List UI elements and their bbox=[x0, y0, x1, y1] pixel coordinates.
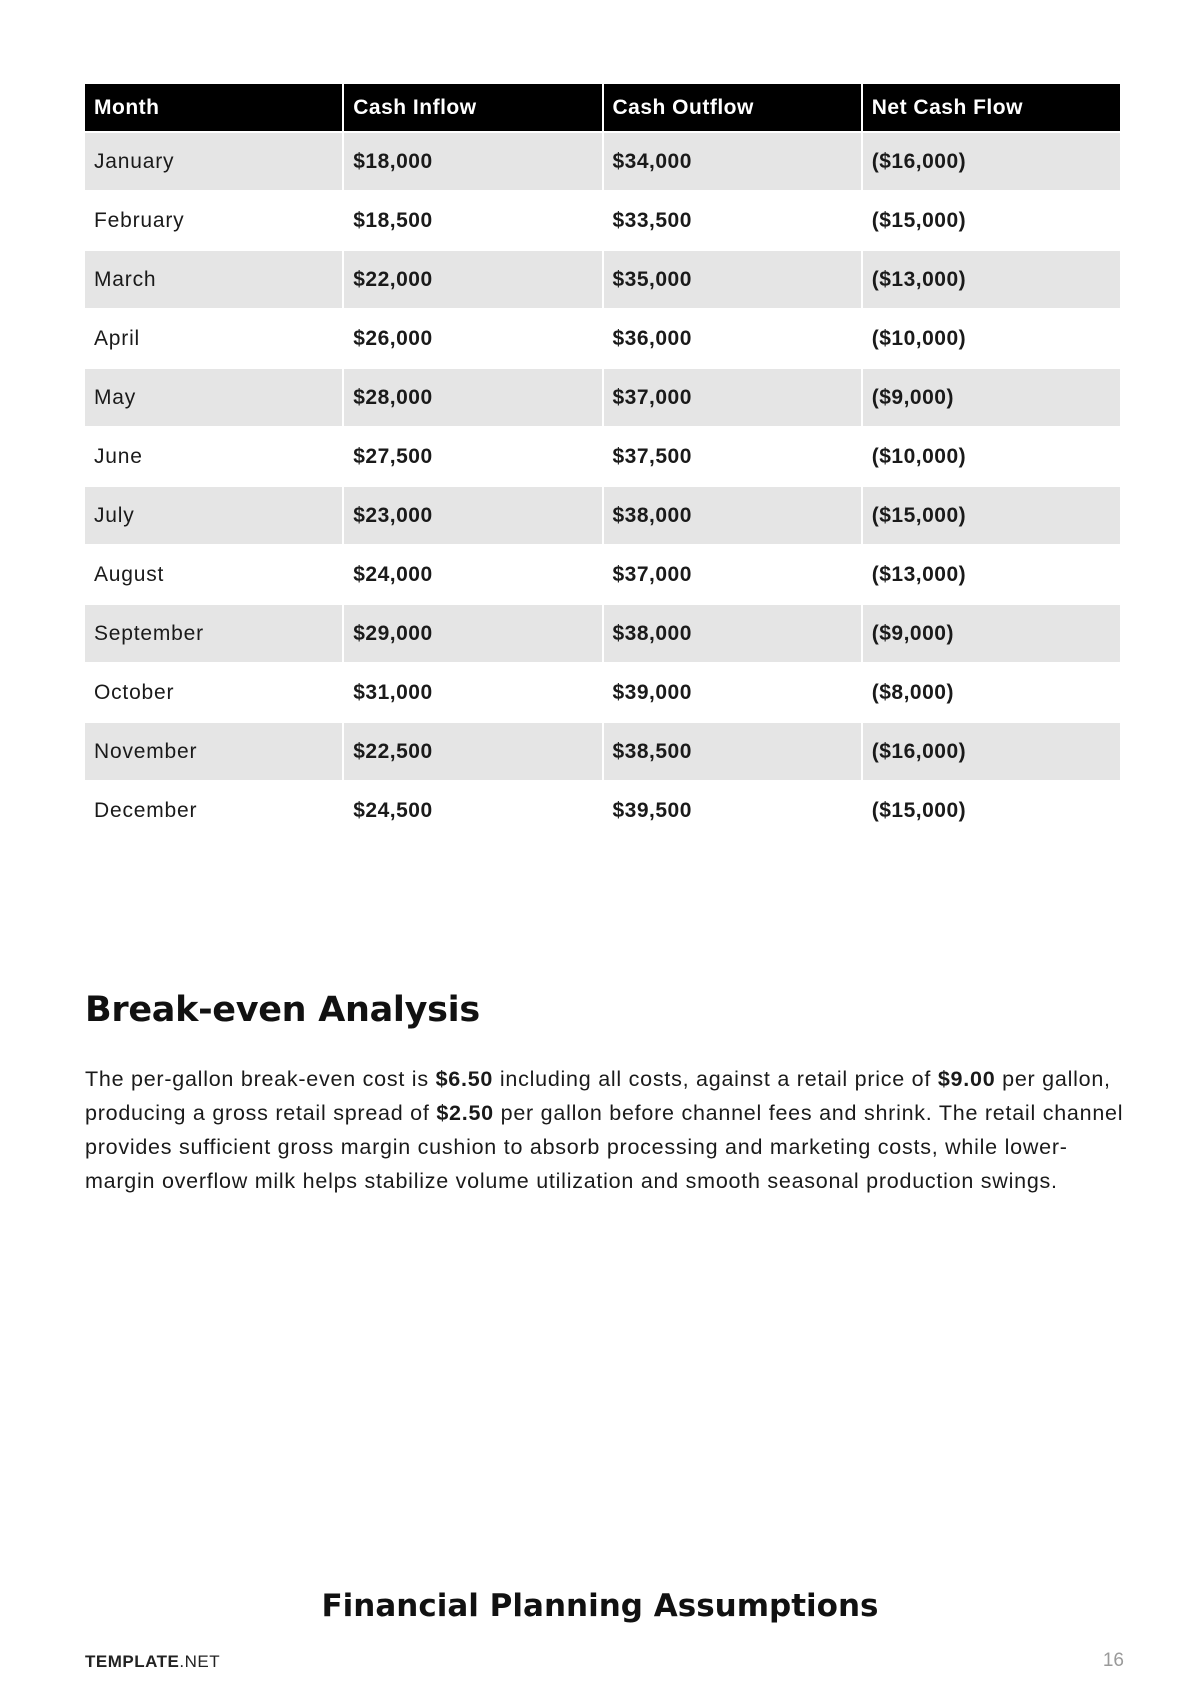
cell-month: September bbox=[85, 605, 342, 664]
cell-cash-inflow: $18,500 bbox=[344, 192, 601, 251]
next-section-title: Financial Planning Assumptions bbox=[321, 1588, 879, 1624]
brand-logo bbox=[85, 1652, 220, 1672]
cell-cash-inflow: $22,500 bbox=[344, 723, 601, 782]
cell-cash-inflow: $18,000 bbox=[344, 133, 601, 192]
table-row bbox=[85, 664, 1120, 723]
cell-month: April bbox=[85, 310, 342, 369]
retail-spread: $2.50 bbox=[436, 1101, 494, 1125]
cell-cash-inflow: $23,000 bbox=[344, 487, 601, 546]
cell-cash-inflow: $24,500 bbox=[344, 782, 601, 841]
cell-net-cash-flow: ($13,000) bbox=[863, 546, 1120, 605]
break-even-cost: $6.50 bbox=[435, 1067, 494, 1091]
header-cash-inflow: Cash Inflow bbox=[344, 84, 601, 133]
cell-cash-outflow: $38,000 bbox=[604, 487, 861, 546]
section-title: Break-even Analysis bbox=[85, 990, 480, 1030]
cell-cash-inflow: $31,000 bbox=[344, 664, 601, 723]
header-cash-outflow: Cash Outflow bbox=[604, 84, 861, 133]
cell-cash-outflow: $39,000 bbox=[604, 664, 861, 723]
page-number: 16 bbox=[1102, 1650, 1124, 1671]
cell-cash-outflow: $38,500 bbox=[604, 723, 861, 782]
cell-cash-outflow: $39,500 bbox=[604, 782, 861, 841]
cell-month: February bbox=[85, 192, 342, 251]
cash-flow-table bbox=[83, 84, 1122, 841]
table-row bbox=[85, 192, 1120, 251]
cell-cash-inflow: $27,500 bbox=[344, 428, 601, 487]
break-even-paragraph bbox=[85, 1062, 1125, 1198]
cell-net-cash-flow: ($10,000) bbox=[863, 428, 1120, 487]
cell-month: May bbox=[85, 369, 342, 428]
cell-cash-outflow: $37,500 bbox=[604, 428, 861, 487]
cell-net-cash-flow: ($10,000) bbox=[863, 310, 1120, 369]
header-net-cash-flow: Net Cash Flow bbox=[863, 84, 1120, 133]
table-row bbox=[85, 605, 1120, 664]
table-row bbox=[85, 251, 1120, 310]
cell-cash-inflow: $26,000 bbox=[344, 310, 601, 369]
retail-price: $9.00 bbox=[937, 1067, 996, 1091]
cell-cash-inflow: $22,000 bbox=[344, 251, 601, 310]
header-month: Month bbox=[85, 84, 342, 133]
cell-net-cash-flow: ($15,000) bbox=[863, 192, 1120, 251]
table-row bbox=[85, 428, 1120, 487]
table-row bbox=[85, 782, 1120, 841]
cell-month: December bbox=[85, 782, 342, 841]
cell-month: June bbox=[85, 428, 342, 487]
brand-suffix: .NET bbox=[179, 1652, 221, 1671]
cell-net-cash-flow: ($16,000) bbox=[863, 133, 1120, 192]
cell-cash-outflow: $33,500 bbox=[604, 192, 861, 251]
cell-cash-outflow: $34,000 bbox=[604, 133, 861, 192]
cell-cash-outflow: $37,000 bbox=[604, 546, 861, 605]
cell-cash-inflow: $29,000 bbox=[344, 605, 601, 664]
table-row bbox=[85, 133, 1120, 192]
cell-net-cash-flow: ($16,000) bbox=[863, 723, 1120, 782]
cell-net-cash-flow: ($8,000) bbox=[863, 664, 1120, 723]
table-row bbox=[85, 310, 1120, 369]
cell-month: March bbox=[85, 251, 342, 310]
cell-net-cash-flow: ($9,000) bbox=[863, 369, 1120, 428]
cell-cash-outflow: $38,000 bbox=[604, 605, 861, 664]
cell-month: November bbox=[85, 723, 342, 782]
table-row bbox=[85, 723, 1120, 782]
cell-cash-outflow: $35,000 bbox=[604, 251, 861, 310]
cell-cash-outflow: $37,000 bbox=[604, 369, 861, 428]
cell-cash-inflow: $28,000 bbox=[344, 369, 601, 428]
cell-cash-outflow: $36,000 bbox=[604, 310, 861, 369]
cell-net-cash-flow: ($9,000) bbox=[863, 605, 1120, 664]
cell-month: August bbox=[85, 546, 342, 605]
table-row bbox=[85, 546, 1120, 605]
paragraph-text: per gallon before channel fees and shrink. The retail channel provides sufficient gross margin cushion to absorb processing and marketing costs, while lower-margin overflow milk helps stabilize volume utilization and smooth seasonal production swings. bbox=[85, 1101, 1124, 1193]
cell-month: January bbox=[85, 133, 342, 192]
cell-net-cash-flow: ($13,000) bbox=[863, 251, 1120, 310]
paragraph-text: including all costs, against a retail price of bbox=[493, 1067, 938, 1091]
paragraph-text: per gallon, producing a gross retail spread of bbox=[85, 1067, 1111, 1125]
cell-month: July bbox=[85, 487, 342, 546]
table-row bbox=[85, 487, 1120, 546]
cell-month: October bbox=[85, 664, 342, 723]
table-row bbox=[85, 369, 1120, 428]
brand-name: TEMPLATE bbox=[85, 1652, 180, 1671]
cell-net-cash-flow: ($15,000) bbox=[863, 782, 1120, 841]
paragraph-text: The per-gallon break-even cost is bbox=[85, 1067, 436, 1091]
cell-net-cash-flow: ($15,000) bbox=[863, 487, 1120, 546]
cell-cash-inflow: $24,000 bbox=[344, 546, 601, 605]
table-header-row bbox=[85, 84, 1120, 133]
